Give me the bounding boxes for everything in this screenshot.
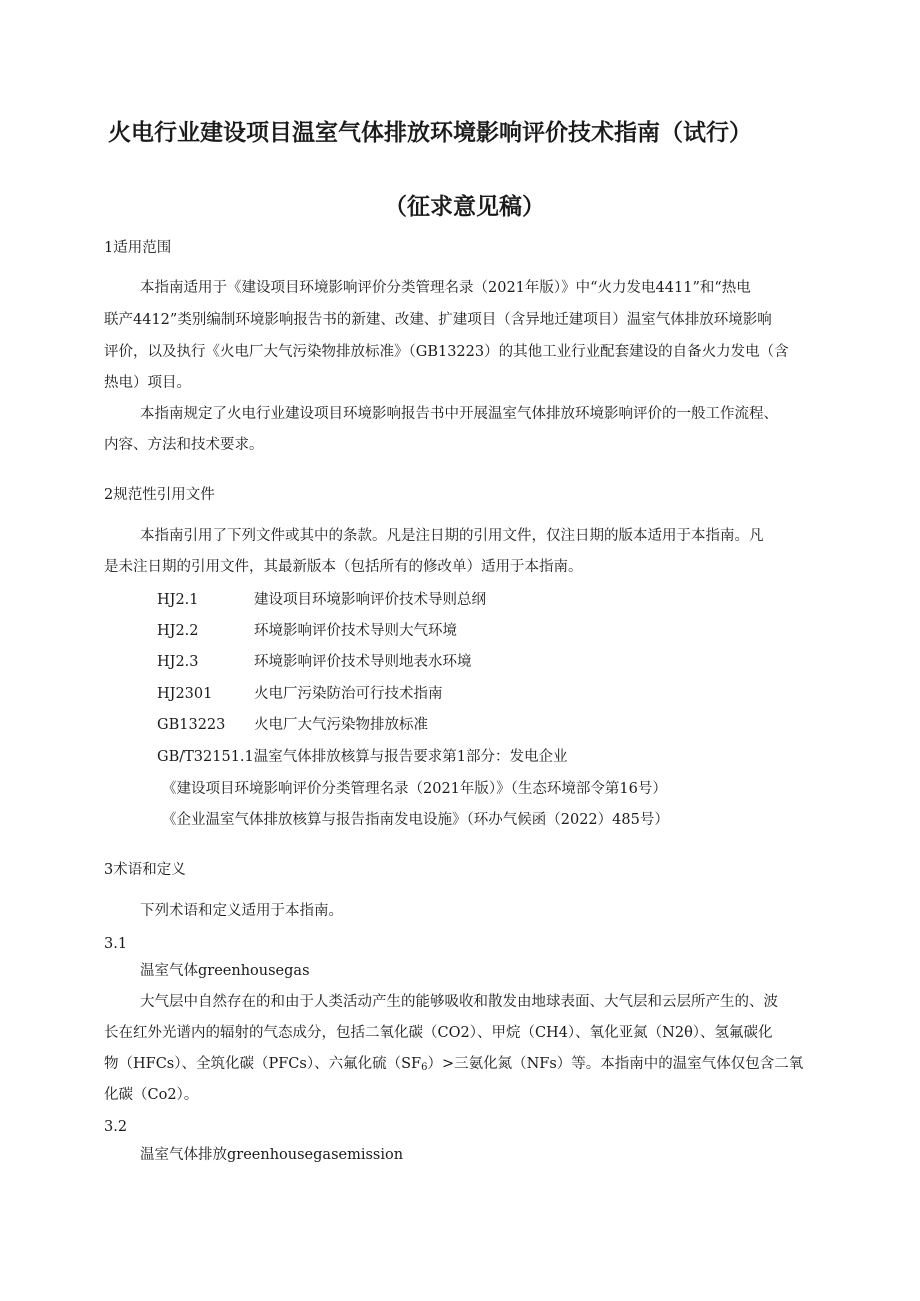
reference-title: 火电厂污染防治可行技术指南 bbox=[254, 686, 443, 702]
section-2-paragraph-line-1: 本指南引用了下列文件或其中的条款。凡是注日期的引用文件，仅注日期的版本适用于本指南。凡 bbox=[140, 528, 764, 544]
term-greenhouse-gas-emission: 温室气体排放greenhousegasemission bbox=[140, 1147, 404, 1163]
section-2-heading: 2规范性引用文件 bbox=[104, 487, 215, 503]
term-definition-line-3 bbox=[104, 1054, 803, 1078]
term-definition-line-1: 大气层中自然存在的和由于人类活动产生的能够吸收和散发由地球表面、大气层和云层所产生的、波 bbox=[140, 994, 778, 1010]
reference-title: 建设项目环境影响评价技术导则总纲 bbox=[254, 592, 486, 608]
term-greenhouse-gas: 温室气体greenhousegas bbox=[140, 963, 310, 979]
section-3-heading: 3术语和定义 bbox=[104, 862, 186, 878]
document-subtitle: （征求意见稿） bbox=[384, 194, 545, 220]
section-1-paragraph-1-line-1: 本指南适用于《建设项目环境影响评价分类管理名录（2021年版）》中“火力发电4411”和“热电 bbox=[140, 280, 751, 296]
reference-code: HJ2.3 bbox=[157, 654, 199, 670]
reference-code: GB13223 bbox=[157, 717, 226, 733]
section-1-paragraph-1-line-3: 评价，以及执行《火电厂大气污染物排放标准》（GB13223）的其他工业行业配套建设的自备火力发电（含 bbox=[104, 344, 789, 360]
section-1-paragraph-1-line-2: 联产4412”类别编制环境影响报告书的新建、改建、扩建项目（含异地迁建项目）温室气体排放环境影响 bbox=[104, 312, 772, 328]
section-2-paragraph-line-2: 是未注日期的引用文件，其最新版本（包括所有的修改单）适用于本指南。 bbox=[104, 559, 583, 575]
reference-code: HJ2.2 bbox=[157, 623, 199, 639]
term-definition-line-4: 化碳（Co2）。 bbox=[104, 1087, 199, 1103]
section-1-paragraph-2-line-2: 内容、方法和技术要求。 bbox=[104, 437, 264, 453]
reference-title: 环境影响评价技术导则大气环境 bbox=[254, 623, 457, 639]
reference-code: HJ2.1 bbox=[157, 592, 199, 608]
term-definition-line-2: 长在红外光谱内的辐射的气态成分，包括二氧化碳（CO2）、甲烷（CH4）、氧化亚氮（N2θ）、氢氟碳化 bbox=[104, 1025, 773, 1041]
reference-directory-2021: 《建设项目环境影响评价分类管理名录（2021年版）》（生态环境部令第16号） bbox=[162, 781, 667, 797]
section-3-intro: 下列术语和定义适用于本指南。 bbox=[140, 903, 343, 919]
reference-gbt32151: GB/T32151.1温室气体排放核算与报告要求第1部分：发电企业 bbox=[157, 749, 568, 765]
section-1-paragraph-2-line-1: 本指南规定了火电行业建设项目环境影响报告书中开展温室气体排放环境影响评价的一般工作流程、 bbox=[140, 406, 778, 422]
definition-text: 物（HFCs）、全筑化碳（PFCs）、六氟化硫（SF bbox=[104, 1056, 422, 1072]
reference-title: 火电厂大气污染物排放标准 bbox=[254, 717, 428, 733]
term-number-3-2: 3.2 bbox=[104, 1119, 128, 1135]
term-number-3-1: 3.1 bbox=[104, 936, 128, 952]
subscript: 6 bbox=[421, 1062, 428, 1073]
reference-title: 环境影响评价技术导则地表水环境 bbox=[254, 654, 472, 670]
section-1-paragraph-1-line-4: 热电）项目。 bbox=[104, 375, 191, 391]
document-title: 火电行业建设项目温室气体排放环境影响评价技术指南（试行） bbox=[108, 120, 752, 146]
section-1-heading: 1适用范围 bbox=[104, 240, 172, 256]
reference-code: HJ2301 bbox=[157, 686, 213, 702]
definition-text: ）>三氨化氮（NFs）等。本指南中的温室气体仅包含二氧 bbox=[427, 1056, 804, 1072]
reference-accounting-guide: 《企业温室气体排放核算与报告指南发电设施》（环办气候函（2022）485号） bbox=[162, 812, 669, 828]
